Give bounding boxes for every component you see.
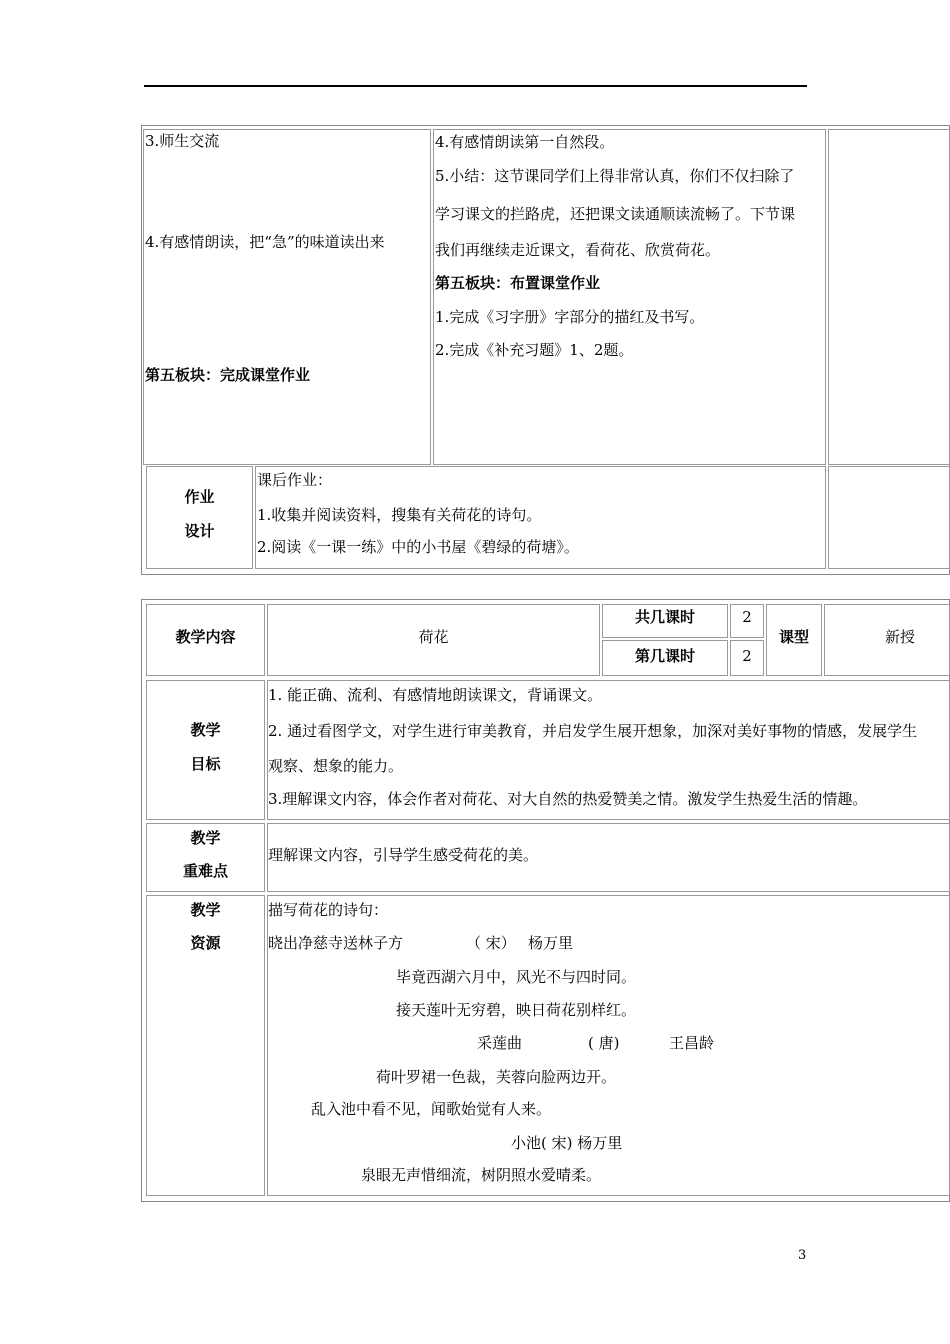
- homework-line-2: 1.收集并阅读资料，搜集有关荷花的诗句。: [257, 506, 542, 524]
- right-line-4: 我们再继续走近课文，看荷花、欣赏荷花。: [435, 241, 721, 259]
- homework-line-3: 2.阅读《一课一练》中的小书屋《碧绿的荷塘》。: [257, 538, 579, 556]
- cell-notes-2: [828, 466, 950, 569]
- total-value: 2: [742, 608, 752, 626]
- resources-intro: 描写荷花的诗句：: [268, 901, 389, 919]
- poem1-title: 晓出净慈寺送林子方: [268, 934, 404, 952]
- left-line-2: 4.有感情朗读，把“急”的味道读出来: [145, 233, 385, 251]
- homework-label-1: 作业: [184, 488, 215, 506]
- right-line-3: 学习课文的拦路虎，还把课文读通顺读流畅了。下节课: [435, 205, 796, 223]
- which-label: 第几课时: [634, 647, 695, 665]
- difficulty-label-2: 重难点: [182, 862, 228, 880]
- goal-line-1: 1. 能正确、流利、有感情地朗读课文，背诵课文。: [268, 686, 603, 704]
- right-line-7: 2.完成《补充习题》1、2题。: [435, 341, 634, 359]
- right-section-heading: 第五板块：布置课堂作业: [435, 274, 601, 292]
- left-line-1: 3.师生交流: [145, 132, 220, 150]
- which-value: 2: [742, 647, 752, 665]
- poem1-author: 杨万里: [528, 934, 574, 952]
- poem3-line-1: 泉眼无声惜细流，树阴照水爱晴柔。: [361, 1166, 602, 1184]
- homework-line-1: 课后作业：: [257, 471, 333, 489]
- goal-line-2: 2. 通过看图学文，对学生进行审美教育，并启发学生展开想象，加深对美好事物的情感，发展学生: [268, 722, 918, 740]
- difficulty-text: 理解课文内容，引导学生感受荷花的美。: [268, 846, 539, 864]
- goal-line-4: 3.理解课文内容，体会作者对荷花、对大自然的热爱赞美之情。激发学生热爱生活的情趣。: [268, 790, 868, 808]
- poem1-dynasty: （ 宋）: [466, 934, 516, 952]
- type-value: 新授: [884, 628, 915, 646]
- goal-line-3: 观察、想象的能力。: [268, 757, 404, 775]
- resources-label-2: 资源: [190, 934, 221, 952]
- poem1-line-1: 毕竟西湖六月中，风光不与四时同。: [396, 968, 637, 986]
- poem2-line-1: 荷叶罗裙一色裁，芙蓉向脸两边开。: [376, 1068, 617, 1086]
- homework-label-2: 设计: [184, 522, 215, 540]
- content-label: 教学内容: [175, 628, 236, 646]
- poem3-title: 小池( 宋) 杨万里: [511, 1134, 623, 1152]
- total-label: 共几课时: [634, 608, 695, 626]
- cell-goals-label: [146, 680, 265, 820]
- resources-label-1: 教学: [190, 901, 221, 919]
- page-number: 3: [798, 1248, 807, 1263]
- poem1-line-2: 接天莲叶无穷碧，映日荷花别样红。: [396, 1001, 637, 1019]
- type-label: 课型: [778, 628, 809, 646]
- left-section-heading: 第五板块：完成课堂作业: [145, 366, 311, 384]
- cell-homework-label: [146, 466, 253, 569]
- poem2-dynasty: ( 唐): [588, 1034, 620, 1052]
- cell-left-activities: [143, 129, 431, 465]
- right-line-6: 1.完成《习字册》字部分的描红及书写。: [435, 308, 705, 326]
- right-line-1: 4.有感情朗读第一自然段。: [435, 133, 615, 151]
- content-value: 荷花: [418, 628, 449, 646]
- poem2-title: 采莲曲: [477, 1034, 523, 1052]
- poem2-line-2: 乱入池中看不见，闻歌始觉有人来。: [311, 1100, 552, 1118]
- right-line-2: 5.小结：这节课同学们上得非常认真，你们不仅扫除了: [435, 167, 795, 185]
- cell-notes-1: [828, 129, 950, 465]
- goals-label-2: 目标: [190, 755, 221, 773]
- poem2-author: 王昌龄: [669, 1034, 715, 1052]
- header-rule: [144, 85, 807, 87]
- difficulty-label-1: 教学: [190, 829, 221, 847]
- goals-label-1: 教学: [190, 721, 221, 739]
